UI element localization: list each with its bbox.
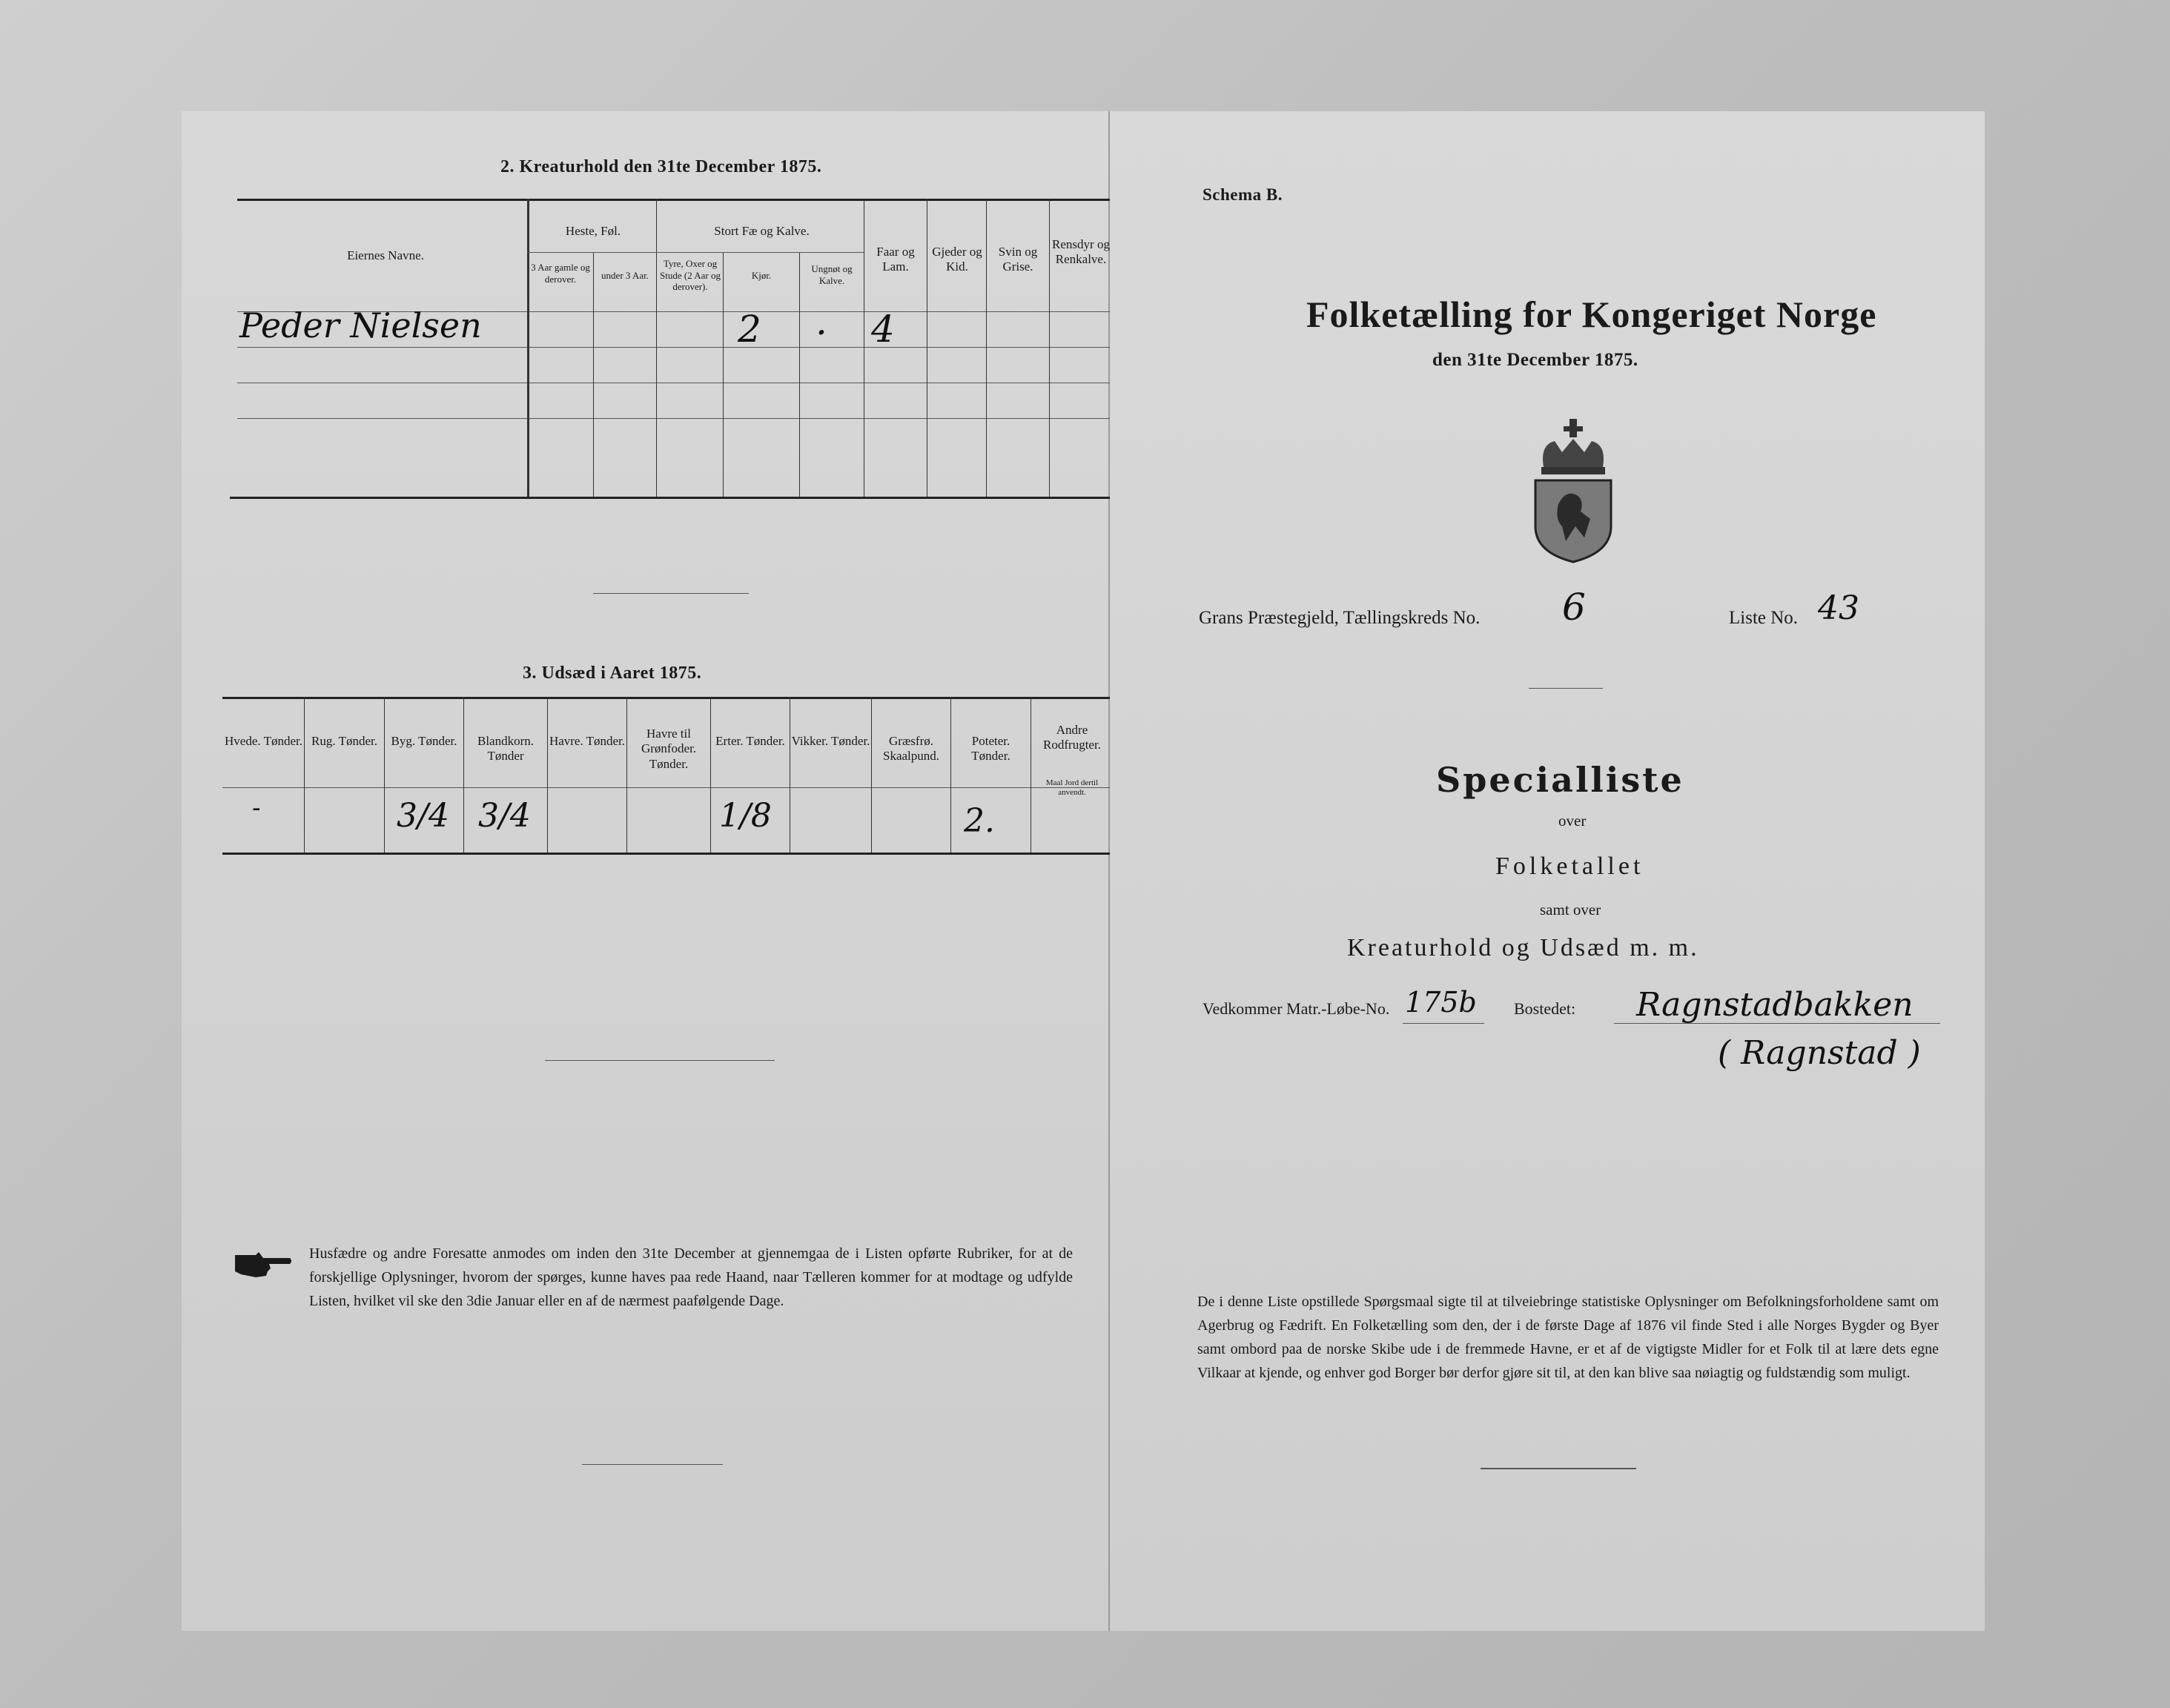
matr-label: Vedkommer Matr.-Løbe-No. bbox=[1203, 999, 1390, 1018]
document-subtitle: den 31te December 1875. bbox=[1432, 350, 1638, 370]
matr-no-entry: 175b bbox=[1405, 986, 1477, 1019]
col-wheat: Hvede. Tønder. bbox=[225, 734, 302, 748]
liste-no-entry: 43 bbox=[1818, 589, 1859, 627]
schema-label: Schema B. bbox=[1203, 185, 1283, 204]
young-cattle-entry: . bbox=[816, 300, 827, 343]
col-pigs: Svin og Grise. bbox=[998, 245, 1038, 274]
col-barley: Byg. Tønder. bbox=[391, 734, 457, 748]
coat-of-arms-emblem bbox=[1525, 415, 1621, 563]
col-young-cattle: Ungnøt og Kalve. bbox=[811, 263, 853, 286]
col-owner-name: Eiernes Navne. bbox=[347, 248, 424, 262]
bosted-secondary-entry: ( Ragnstad ) bbox=[1718, 1034, 1921, 1072]
col-bulls: Tyre, Oxer og Stude (2 Aar og derover). bbox=[660, 258, 721, 293]
col-oats: Havre. Tønder. bbox=[549, 734, 626, 748]
sheep-entry: 4 bbox=[871, 308, 895, 351]
col-root-crops-sub: Maal Jord dertil anvendt. bbox=[1045, 778, 1099, 798]
col-sheep: Faar og Lam. bbox=[876, 245, 915, 274]
samt-over-text: samt over bbox=[1540, 901, 1601, 918]
notice-text: Husfædre og andre Foresatte anmodes om inden den 31te December at gjennemgaa de i Listen opførte Rubriker, for at de forskjellige Oplysninger, hvorom der spørges, kunne haves paa rede Haand, naar Tælleren kommer for at modtage og udfylde Listen, hvilket vil ske den 3die Januar eller en af de nærmest paafølgende Dage. bbox=[309, 1245, 1073, 1309]
divider bbox=[545, 1060, 775, 1061]
col-root-crops: Andre Rodfrugter. bbox=[1043, 723, 1101, 752]
bosted-entry: Ragnstadbakken bbox=[1636, 986, 1913, 1024]
cows-entry: 2 bbox=[738, 308, 761, 351]
col-goats: Gjeder og Kid. bbox=[932, 245, 982, 274]
col-horses-3yr: 3 Aar gamle og derover. bbox=[531, 262, 590, 285]
over-text: over bbox=[1558, 812, 1587, 830]
divider bbox=[1481, 1468, 1636, 1469]
bosted-label: Bostedet: bbox=[1514, 999, 1576, 1018]
col-oats-fodder: Havre til Grønfoder. Tønder. bbox=[641, 726, 697, 771]
explanation-paragraph: De i denne Liste opstillede Spørgsmaal sigte til at tilveiebringe statistiske Oplysninger om Befolkningsforholdene samt om Agerbrug og Fædrift. En Folketælling som den, der i de første Dage af 1876 vil finde Sted i alle Norges Bygder og Byer samt ombord paa de norske Skibe ude i de fremmede Havne, er et af de vigtigste Midler for et Folk til at lære dets egne Vilkaar at kjende, og enhver god Borger bør derfor gjøre sit til, at den kan blive saa nøiagtig og fuldstændig som muligt. bbox=[1197, 1294, 1939, 1381]
divider bbox=[593, 593, 749, 594]
col-potatoes: Poteter. Tønder. bbox=[971, 734, 1010, 764]
section-2-heading: 2. Kreaturhold den 31te December 1875. bbox=[500, 157, 822, 176]
col-reindeer: Rensdyr og Renkalve. bbox=[1052, 237, 1110, 267]
col-grass-seed: Græsfrø. Skaalpund. bbox=[882, 734, 940, 764]
wheat-entry: - bbox=[252, 793, 261, 823]
col-peas: Erter. Tønder. bbox=[715, 734, 785, 748]
barley-entry: 3/4 bbox=[397, 797, 449, 835]
folketallet-text: Folketallet bbox=[1495, 853, 1644, 880]
document-title: Folketælling for Kongeriget Norge bbox=[1306, 294, 1877, 335]
peas-entry: 1/8 bbox=[719, 797, 772, 835]
pointing-hand-icon bbox=[234, 1249, 293, 1280]
owner-name-entry: Peder Nielsen bbox=[239, 305, 482, 345]
kreds-no-entry: 6 bbox=[1562, 586, 1586, 629]
divider bbox=[1529, 688, 1603, 689]
col-rye: Rug. Tønder. bbox=[311, 734, 377, 748]
col-cows: Kjør. bbox=[751, 270, 772, 281]
parish-label: Grans Præstegjeld, Tællingskreds No. bbox=[1199, 608, 1481, 628]
col-group-cattle: Stort Fæ og Kalve. bbox=[714, 224, 810, 238]
kreaturhold-text: Kreaturhold og Udsæd m. m. bbox=[1347, 934, 1699, 961]
right-page bbox=[1110, 111, 1985, 1631]
potatoes-entry: 2. bbox=[964, 802, 995, 840]
col-group-horses: Heste, Føl. bbox=[565, 224, 621, 238]
col-mixed-grain: Blandkorn. Tønder bbox=[477, 734, 535, 764]
col-horses-under3: under 3 Aar. bbox=[601, 270, 649, 281]
specialliste-heading: Specialliste bbox=[1436, 760, 1684, 800]
left-page bbox=[182, 111, 1110, 1631]
section-3-heading: 3. Udsæd i Aaret 1875. bbox=[523, 663, 702, 683]
col-vetch: Vikker. Tønder. bbox=[791, 734, 870, 748]
mixed-grain-entry: 3/4 bbox=[478, 797, 531, 835]
divider bbox=[582, 1464, 723, 1465]
liste-label: Liste No. bbox=[1729, 608, 1799, 628]
